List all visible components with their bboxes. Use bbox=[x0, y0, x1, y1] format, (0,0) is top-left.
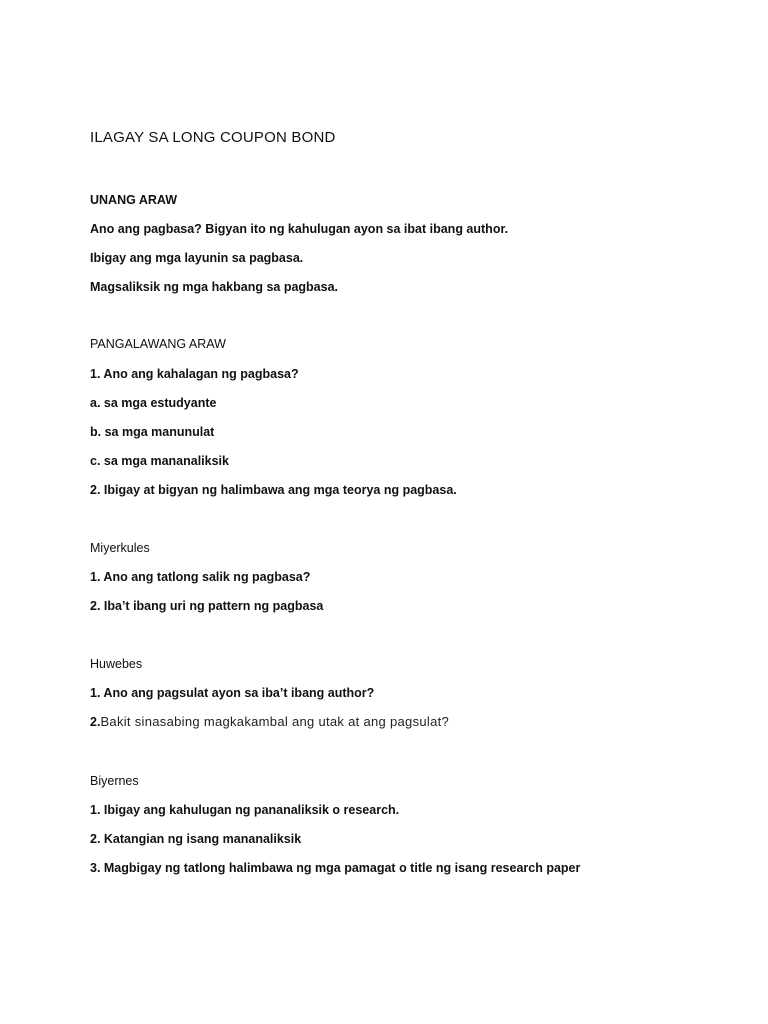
list-item: 2. Katangian ng isang mananaliksik bbox=[90, 832, 302, 846]
list-item-number: 2. bbox=[90, 715, 101, 729]
list-item: 2. Iba’t ibang uri ng pattern ng pagbasa bbox=[90, 599, 324, 613]
section-heading-huwebes: Huwebes bbox=[90, 657, 143, 671]
list-item: c. sa mga mananaliksik bbox=[90, 454, 229, 468]
list-item: 1. Ano ang kahalagan ng pagbasa? bbox=[90, 367, 299, 381]
list-item bbox=[90, 714, 449, 730]
list-item: Ano ang pagbasa? Bigyan ito ng kahulugan ayon sa ibat ibang author. bbox=[90, 222, 509, 236]
document-title: ILAGAY SA LONG COUPON BOND bbox=[90, 129, 336, 146]
list-item-text: Bakit sinasabing magkakambal ang utak at ang pagsulat? bbox=[100, 714, 450, 729]
list-item: 1. Ibigay ang kahulugan ng pananaliksik o research. bbox=[90, 803, 400, 817]
list-item: 2. Ibigay at bigyan ng halimbawa ang mga teorya ng pagbasa. bbox=[90, 483, 457, 497]
section-heading-unang-araw: UNANG ARAW bbox=[90, 193, 178, 207]
list-item: Magsaliksik ng mga hakbang sa pagbasa. bbox=[90, 280, 339, 294]
list-item: 3. Magbigay ng tatlong halimbawa ng mga pamagat o title ng isang research paper bbox=[90, 861, 581, 875]
section-heading-pangalawang-araw: PANGALAWANG ARAW bbox=[90, 337, 226, 351]
list-item: 1. Ano ang pagsulat ayon sa iba’t ibang author? bbox=[90, 686, 375, 700]
section-heading-biyernes: Biyernes bbox=[90, 774, 139, 788]
list-item: a. sa mga estudyante bbox=[90, 396, 217, 410]
list-item: 1. Ano ang tatlong salik ng pagbasa? bbox=[90, 570, 311, 584]
list-item: b. sa mga manunulat bbox=[90, 425, 215, 439]
section-heading-miyerkules: Miyerkules bbox=[90, 541, 150, 555]
list-item: Ibigay ang mga layunin sa pagbasa. bbox=[90, 251, 304, 265]
